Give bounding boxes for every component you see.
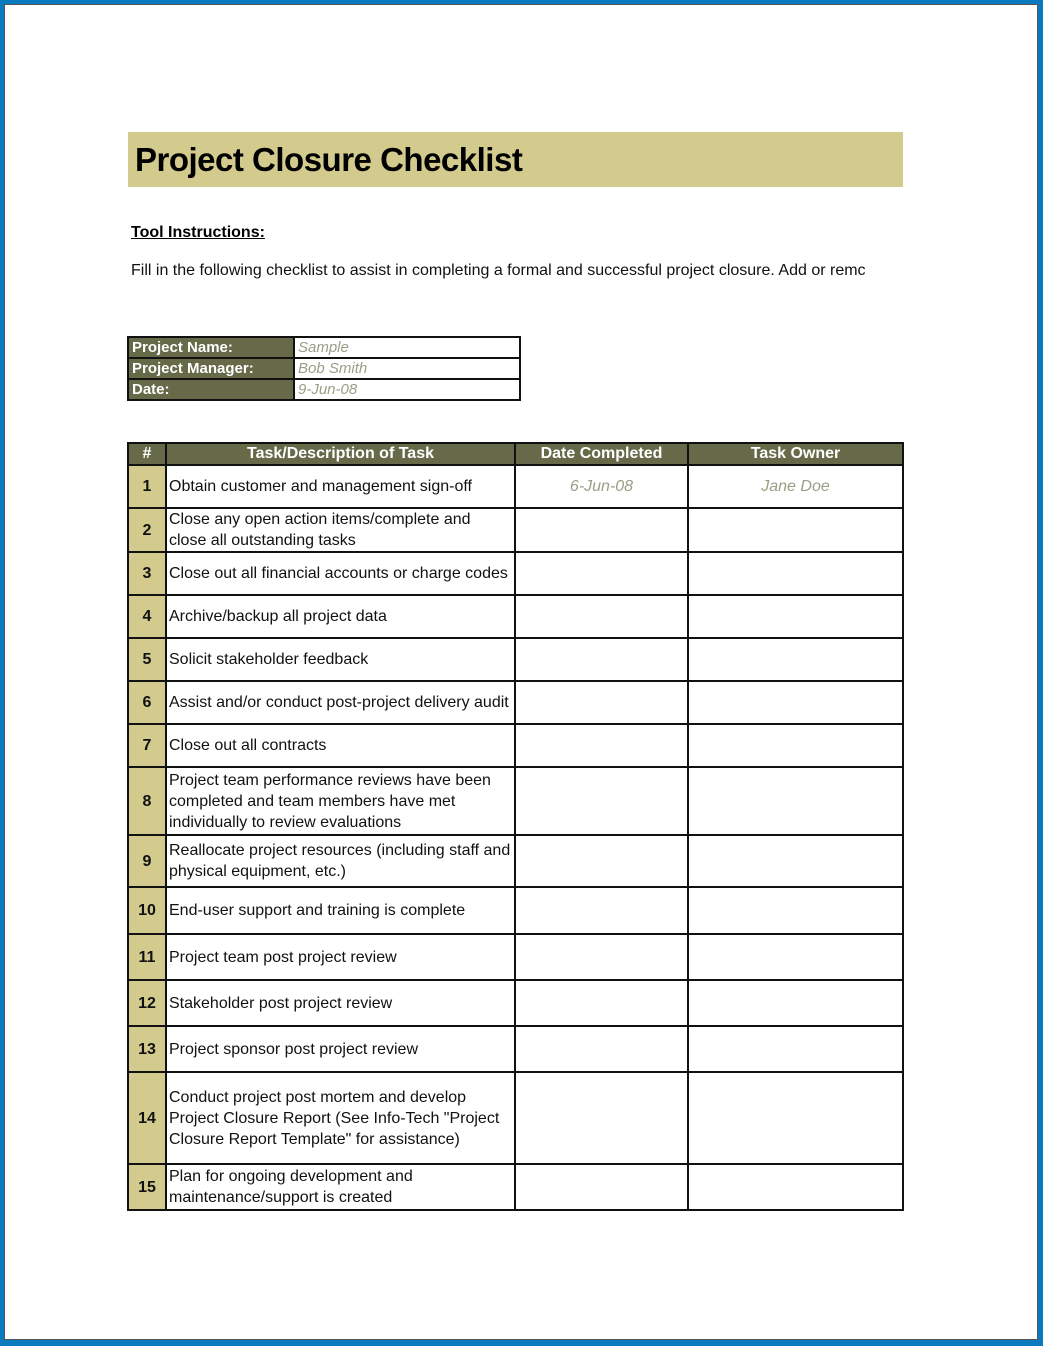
task-number: 6 <box>128 681 166 724</box>
date-completed-cell[interactable] <box>515 681 688 724</box>
instructions-text: Fill in the following checklist to assist in completing a formal and successful project closure. Add or remc <box>131 262 866 279</box>
table-row <box>128 934 903 980</box>
project-info-label: Project Name: <box>128 337 294 358</box>
project-info-label: Date: <box>128 379 294 400</box>
date-completed-cell[interactable] <box>515 1026 688 1072</box>
header-date-completed: Date Completed <box>515 443 688 465</box>
task-description: Project team post project review <box>166 934 515 980</box>
task-number: 1 <box>128 465 166 508</box>
date-completed-cell[interactable] <box>515 1164 688 1210</box>
task-description: Plan for ongoing development and maintenance/support is created <box>166 1164 515 1210</box>
table-row <box>128 887 903 934</box>
task-owner-cell[interactable] <box>688 1026 903 1072</box>
task-number: 3 <box>128 552 166 595</box>
header-task-owner: Task Owner <box>688 443 903 465</box>
date-completed-cell[interactable] <box>515 1072 688 1164</box>
table-row <box>128 552 903 595</box>
task-owner-cell[interactable] <box>688 934 903 980</box>
task-description: Obtain customer and management sign-off <box>166 465 515 508</box>
task-description: Conduct project post mortem and develop Project Closure Report (See Info-Tech "Project Closure Report Template" for assistance) <box>166 1072 515 1164</box>
task-description: Reallocate project resources (including staff and physical equipment, etc.) <box>166 835 515 887</box>
task-owner-cell[interactable] <box>688 887 903 934</box>
task-description: Close out all financial accounts or charge codes <box>166 552 515 595</box>
table-row <box>128 681 903 724</box>
project-info-row <box>128 358 520 379</box>
task-owner-cell[interactable] <box>688 1072 903 1164</box>
table-row <box>128 724 903 767</box>
project-info-value-field[interactable]: 9-Jun-08 <box>294 379 520 400</box>
date-completed-cell[interactable] <box>515 552 688 595</box>
task-owner-cell[interactable] <box>688 835 903 887</box>
task-number: 10 <box>128 887 166 934</box>
task-owner-cell[interactable]: Jane Doe <box>688 465 903 508</box>
table-row <box>128 835 903 887</box>
task-description: End-user support and training is complete <box>166 887 515 934</box>
task-description: Project sponsor post project review <box>166 1026 515 1072</box>
table-row <box>128 980 903 1026</box>
table-row <box>128 767 903 835</box>
task-owner-cell[interactable] <box>688 508 903 552</box>
project-info-value-field[interactable]: Bob Smith <box>294 358 520 379</box>
task-number: 15 <box>128 1164 166 1210</box>
date-completed-cell[interactable] <box>515 980 688 1026</box>
date-completed-cell[interactable] <box>515 835 688 887</box>
project-info-value-field[interactable]: Sample <box>294 337 520 358</box>
task-owner-cell[interactable] <box>688 552 903 595</box>
task-description: Assist and/or conduct post-project delivery audit <box>166 681 515 724</box>
project-info-row <box>128 379 520 400</box>
date-completed-cell[interactable] <box>515 595 688 638</box>
task-number: 7 <box>128 724 166 767</box>
task-description: Close out all contracts <box>166 724 515 767</box>
table-row <box>128 638 903 681</box>
task-number: 14 <box>128 1072 166 1164</box>
task-description: Project team performance reviews have been completed and team members have met individually to review evaluations <box>166 767 515 835</box>
task-description: Stakeholder post project review <box>166 980 515 1026</box>
date-completed-cell[interactable] <box>515 638 688 681</box>
date-completed-cell[interactable] <box>515 934 688 980</box>
task-description: Archive/backup all project data <box>166 595 515 638</box>
task-owner-cell[interactable] <box>688 638 903 681</box>
date-completed-cell[interactable] <box>515 508 688 552</box>
document-page <box>4 4 1038 1340</box>
task-owner-cell[interactable] <box>688 1164 903 1210</box>
project-info-table <box>127 336 521 401</box>
checklist-header-row <box>128 443 903 465</box>
instructions-heading: Tool Instructions: <box>131 224 265 241</box>
task-owner-cell[interactable] <box>688 724 903 767</box>
date-completed-cell[interactable] <box>515 724 688 767</box>
task-owner-cell[interactable] <box>688 767 903 835</box>
table-row <box>128 508 903 552</box>
task-number: 9 <box>128 835 166 887</box>
date-completed-cell[interactable]: 6-Jun-08 <box>515 465 688 508</box>
date-completed-cell[interactable] <box>515 767 688 835</box>
page-title: Project Closure Checklist <box>135 141 523 178</box>
task-owner-cell[interactable] <box>688 980 903 1026</box>
task-number: 12 <box>128 980 166 1026</box>
table-row <box>128 1164 903 1210</box>
table-row <box>128 595 903 638</box>
task-owner-cell[interactable] <box>688 681 903 724</box>
task-number: 2 <box>128 508 166 552</box>
project-info-row <box>128 337 520 358</box>
table-row <box>128 1072 903 1164</box>
project-info-label: Project Manager: <box>128 358 294 379</box>
task-number: 13 <box>128 1026 166 1072</box>
task-description: Close any open action items/complete and close all outstanding tasks <box>166 508 515 552</box>
task-owner-cell[interactable] <box>688 595 903 638</box>
task-number: 4 <box>128 595 166 638</box>
checklist-table <box>127 442 904 1211</box>
header-num: # <box>128 443 166 465</box>
header-task: Task/Description of Task <box>166 443 515 465</box>
task-description: Solicit stakeholder feedback <box>166 638 515 681</box>
title-banner <box>128 132 903 187</box>
table-row <box>128 1026 903 1072</box>
task-number: 8 <box>128 767 166 835</box>
task-number: 11 <box>128 934 166 980</box>
task-number: 5 <box>128 638 166 681</box>
date-completed-cell[interactable] <box>515 887 688 934</box>
table-row <box>128 465 903 508</box>
